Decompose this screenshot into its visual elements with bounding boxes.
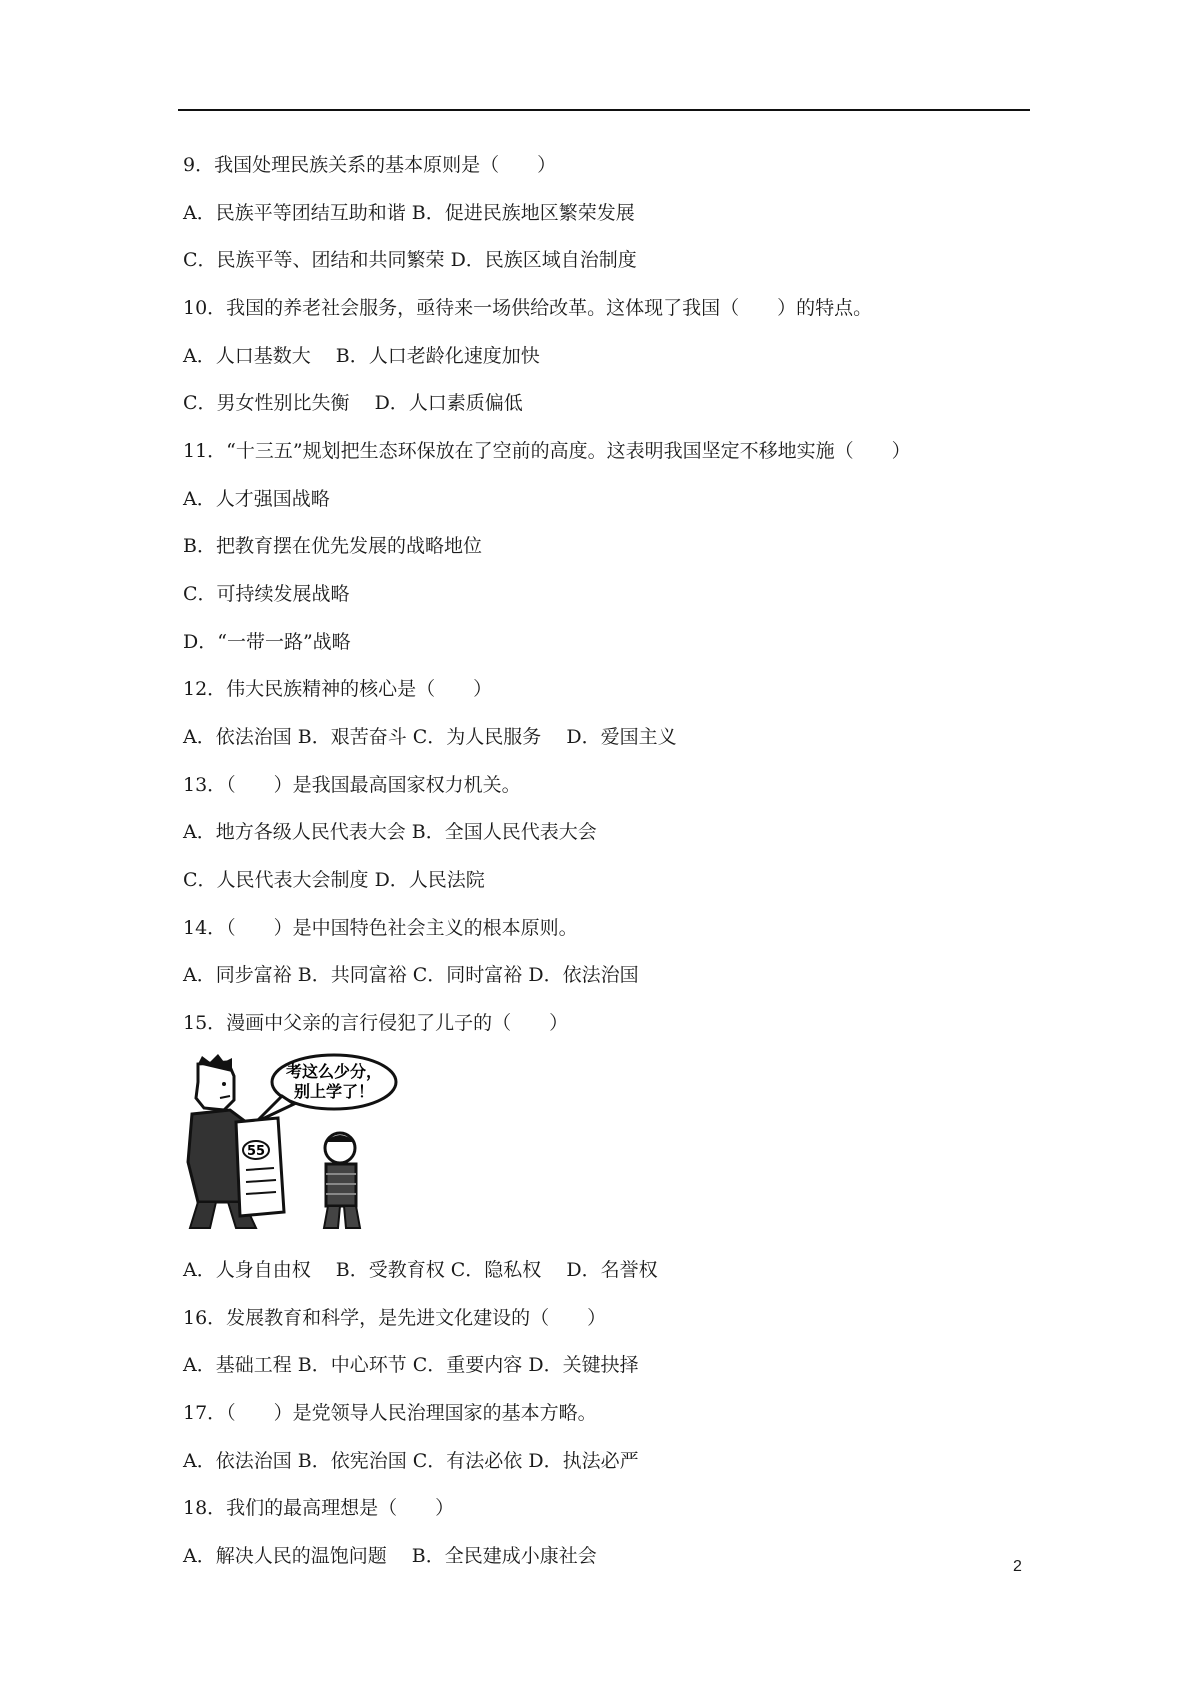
exam-score: 55 [246, 1144, 266, 1159]
options-10-cd: C．男女性别比失衡 D．人口素质偏低 [183, 392, 523, 414]
options-17: A．依法治国 B．依宪治国 C．有法必依 D．执法必严 [183, 1450, 639, 1472]
cartoon-illustration [184, 1052, 404, 1232]
exam-paper [236, 1118, 284, 1216]
header-rule [178, 109, 1030, 111]
question-18: 18．我们的最高理想是（ ） [183, 1497, 455, 1519]
option-11-c: C．可持续发展战略 [183, 583, 350, 605]
options-15: A．人身自由权 B．受教育权 C．隐私权 D．名誉权 [183, 1259, 658, 1281]
options-10-ab: A．人口基数大 B．人口老龄化速度加快 [183, 345, 540, 367]
options-18-ab: A．解决人民的温饱问题 B．全民建成小康社会 [183, 1545, 597, 1567]
question-9: 9．我国处理民族关系的基本原则是（ ） [183, 154, 557, 176]
page-number: 2 [1013, 1558, 1022, 1575]
question-10: 10．我国的养老社会服务，亟待来一场供给改革。这体现了我国（ ）的特点。 [183, 297, 873, 319]
question-13: 13．（ ）是我国最高国家权力机关。 [183, 774, 521, 796]
options-14: A．同步富裕 B．共同富裕 C．同时富裕 D．依法治国 [183, 964, 639, 986]
question-16: 16．发展教育和科学，是先进文化建设的（ ） [183, 1307, 607, 1329]
speech-text-line1: 考这么少分， [285, 1062, 383, 1081]
options-13-cd: C．人民代表大会制度 D．人民法院 [183, 869, 485, 891]
options-16: A．基础工程 B．中心环节 C．重要内容 D．关键抉择 [183, 1354, 639, 1376]
options-12: A．依法治国 B．艰苦奋斗 C．为人民服务 D．爱国主义 [183, 726, 677, 748]
question-12: 12．伟大民族精神的核心是（ ） [183, 678, 493, 700]
speech-text-line2: 别上学了！ [293, 1082, 375, 1101]
options-13-ab: A．地方各级人民代表大会 B．全国人民代表大会 [183, 821, 597, 843]
son-figure [324, 1133, 360, 1228]
question-11: 11．“十三五”规划把生态环保放在了空前的高度。这表明我国坚定不移地实施（ ） [183, 440, 911, 462]
question-14: 14．（ ）是中国特色社会主义的根本原则。 [183, 917, 578, 939]
options-9-ab: A．民族平等团结互助和谐 B．促进民族地区繁荣发展 [183, 202, 635, 224]
question-17: 17．（ ）是党领导人民治理国家的基本方略。 [183, 1402, 597, 1424]
options-9-cd: C．民族平等、团结和共同繁荣 D．民族区域自治制度 [183, 249, 637, 271]
option-11-a: A．人才强国战略 [183, 488, 330, 510]
option-11-d: D．“一带一路”战略 [183, 631, 351, 653]
question-15: 15．漫画中父亲的言行侵犯了儿子的（ ） [183, 1012, 569, 1034]
option-11-b: B．把教育摆在优先发展的战略地位 [183, 535, 482, 557]
